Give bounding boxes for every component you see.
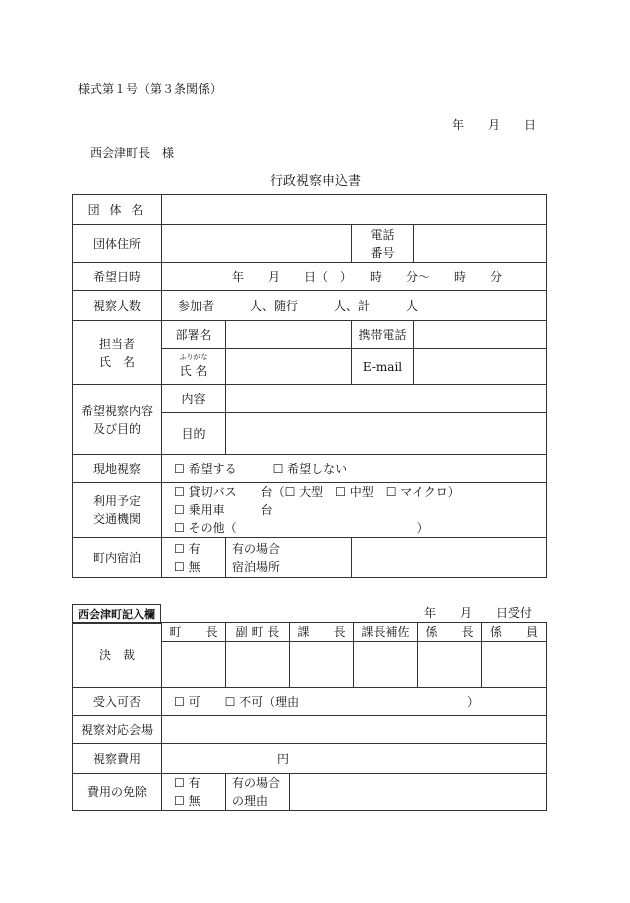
addressee: 西会津町長 様 (90, 146, 175, 160)
name-label (162, 349, 226, 385)
approval-label: 決 裁 (73, 623, 162, 688)
waiver-reason-field[interactable] (290, 774, 547, 811)
acceptance-options[interactable]: ☐ 可 ☐ 不可（理由 ） (162, 688, 547, 716)
role-section-chief: 課 長 (290, 623, 354, 642)
transport-option-car[interactable]: ☐ 乗用車 台 (174, 503, 273, 517)
site-visit-label: 現地視察 (73, 455, 162, 483)
dept-field[interactable] (226, 321, 352, 349)
group-address-field[interactable] (162, 225, 352, 263)
approval-stamp-section-chief[interactable] (290, 642, 354, 688)
visitors-label: 視察人数 (73, 291, 162, 321)
lodging-place-field[interactable] (352, 538, 547, 578)
phone-label (352, 225, 414, 263)
role-deputy-mayor: 副 町 長 (226, 623, 290, 642)
phone-label-line2: 番号 (370, 245, 395, 260)
site-visit-options[interactable]: ☐ 希望する ☐ 希望しない (162, 455, 547, 483)
office-table (72, 622, 547, 811)
waiver-yes-checkbox[interactable]: ☐ 有 (174, 776, 201, 790)
transport-option-bus[interactable]: ☐ 貸切バス 台（☐ 大型 ☐ 中型 ☐ マイクロ） (174, 485, 460, 499)
transport-label-line1: 利用予定 (92, 494, 141, 508)
content-label-line1: 希望視察内容 (80, 403, 153, 418)
waiver-label: 費用の免除 (73, 774, 162, 811)
approval-stamp-deputy[interactable] (226, 642, 290, 688)
phone-field[interactable] (414, 225, 547, 263)
role-staff: 係 員 (482, 623, 547, 642)
desired-datetime-field[interactable]: 年 月 日（ ） 時 分～ 時 分 (162, 263, 547, 291)
office-stamp: 西会津町記入欄 (72, 604, 161, 624)
cost-label: 視察費用 (73, 744, 162, 774)
approval-stamp-subsection[interactable] (418, 642, 482, 688)
dept-label: 部署名 (162, 321, 226, 349)
role-subsection-chief: 係 長 (418, 623, 482, 642)
phone-label-line1: 電話 (370, 227, 395, 242)
venue-field[interactable] (162, 716, 547, 744)
transport-option-other[interactable]: ☐ その他（ ） (174, 521, 429, 535)
received-date: 年 月 日受付 (424, 606, 533, 620)
lodging-case-line2: 宿泊場所 (232, 559, 281, 574)
approval-stamp-mayor[interactable] (162, 642, 226, 688)
approval-stamp-staff[interactable] (482, 642, 547, 688)
lodging-label: 町内宿泊 (73, 538, 162, 578)
waiver-options[interactable] (162, 774, 226, 811)
furigana-label: ふりがな (179, 353, 208, 361)
lodging-case-line1: 有の場合 (232, 541, 281, 556)
group-name-label: 団 体 名 (73, 195, 162, 225)
application-table (72, 194, 547, 578)
role-mayor: 町 長 (162, 623, 226, 642)
email-field[interactable] (414, 349, 547, 385)
cost-field[interactable]: 円 (162, 744, 547, 774)
group-name-field[interactable] (162, 195, 547, 225)
page-title: 行政視察申込書 (270, 174, 362, 189)
name-label-text: 氏 名 (179, 364, 208, 378)
mobile-label: 携帯電話 (352, 321, 414, 349)
waiver-case-line2: の理由 (232, 794, 269, 808)
transport-label-line2: 交通機関 (92, 512, 141, 526)
content-label (73, 385, 162, 455)
email-label: E-mail (352, 349, 414, 385)
waiver-no-checkbox[interactable]: ☐ 無 (174, 794, 201, 808)
form-number: 様式第１号（第３条関係） (78, 82, 223, 96)
desired-datetime-label: 希望日時 (73, 263, 162, 291)
contact-label-line2: 氏 名 (98, 354, 135, 369)
transport-label (73, 483, 162, 538)
name-field[interactable] (226, 349, 352, 385)
approval-stamp-assistant[interactable] (354, 642, 418, 688)
content-field[interactable] (226, 385, 547, 413)
waiver-case-label (226, 774, 290, 811)
transport-options[interactable] (162, 483, 547, 538)
venue-label: 視察対応会場 (73, 716, 162, 744)
content-sub-label: 内容 (162, 385, 226, 413)
content-label-line2: 及び目的 (92, 421, 141, 436)
role-assistant-chief: 課長補佐 (354, 623, 418, 642)
date-line: 年 月 日 (452, 118, 537, 132)
purpose-field[interactable] (226, 413, 547, 455)
lodging-no-checkbox[interactable]: ☐ 無 (174, 559, 201, 574)
waiver-case-line1: 有の場合 (232, 776, 281, 790)
visitors-field[interactable]: 参加者 人、随行 人、計 人 (162, 291, 547, 321)
contact-label (73, 321, 162, 385)
group-address-label: 団体住所 (73, 225, 162, 263)
lodging-options[interactable] (162, 538, 226, 578)
acceptance-label: 受入可否 (73, 688, 162, 716)
contact-label-line1: 担当者 (98, 336, 135, 351)
lodging-yes-checkbox[interactable]: ☐ 有 (174, 541, 201, 556)
mobile-field[interactable] (414, 321, 547, 349)
purpose-sub-label: 目的 (162, 413, 226, 455)
lodging-case-label (226, 538, 352, 578)
